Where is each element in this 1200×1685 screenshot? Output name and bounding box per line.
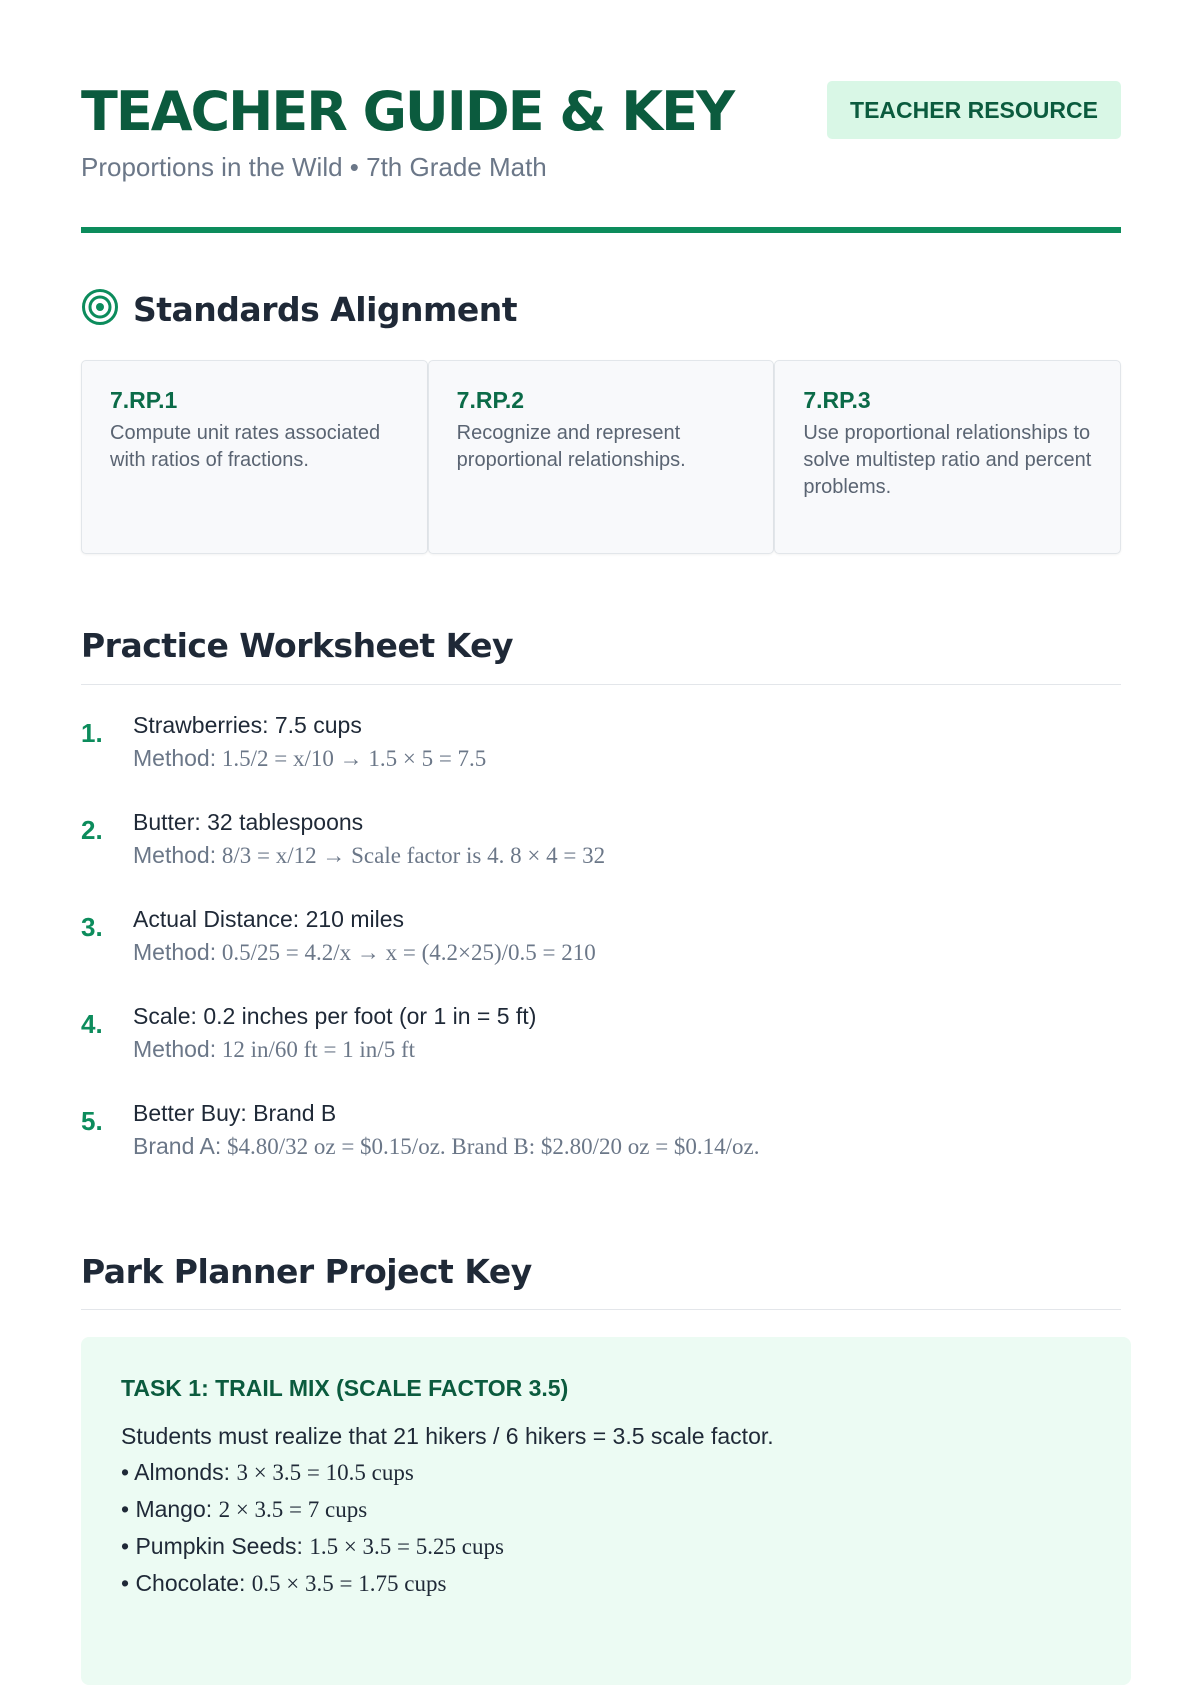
page-subtitle: Proportions in the Wild • 7th Grade Math <box>81 152 547 182</box>
task-intro: Students must realize that 21 hikers / 6 hikers = 3.5 scale factor. <box>121 1423 774 1449</box>
item-label: • Almonds: <box>121 1459 231 1485</box>
header-divider <box>81 227 1121 233</box>
item-label: • Chocolate: <box>121 1570 246 1596</box>
method-math: $4.80/32 oz = $0.15/oz. Brand B: $2.80/20 oz = $0.14/oz. <box>226 1134 760 1159</box>
task-list-item <box>121 1491 1101 1528</box>
project-key-heading: Park Planner Project Key <box>81 1252 532 1291</box>
standard-code: 7.RP.2 <box>456 387 525 413</box>
standards-heading <box>81 288 517 331</box>
standards-cards <box>81 360 1121 554</box>
answer-method <box>133 740 1121 777</box>
answer-number: 2. <box>81 815 103 845</box>
answer-text: Butter: 32 tablespoons <box>133 809 364 835</box>
task-title: TASK 1: TRAIL MIX (SCALE FACTOR 3.5) <box>121 1375 569 1401</box>
answer-text: Strawberries: 7.5 cups <box>133 712 362 738</box>
task-list-item <box>121 1565 1101 1602</box>
worksheet-key-heading: Practice Worksheet Key <box>81 626 513 665</box>
item-math: 3 × 3.5 = 10.5 cups <box>236 1460 414 1485</box>
method-math: 12 in/60 ft = 1 in/5 ft <box>221 1037 415 1062</box>
answer-text: Actual Distance: 210 miles <box>133 906 405 932</box>
answer-item <box>81 807 1121 904</box>
standard-description: Recognize and represent proportional relationships. <box>456 422 686 471</box>
answer-method <box>133 1128 1121 1165</box>
answer-method <box>133 837 1121 874</box>
standard-card <box>428 360 775 554</box>
task-list-item <box>121 1454 1101 1491</box>
item-label: • Mango: <box>121 1496 213 1522</box>
item-math: 1.5 × 3.5 = 5.25 cups <box>309 1534 504 1559</box>
method-math: 8/3 = x/12 → Scale factor is 4. 8 × 4 = 32 <box>221 843 606 868</box>
project-key-divider <box>81 1309 1121 1310</box>
answer-number: 4. <box>81 1009 103 1039</box>
method-label: Brand A: <box>133 1133 222 1159</box>
answer-list <box>81 710 1121 1195</box>
teacher-guide-page <box>81 0 1121 1596</box>
page-header <box>81 0 1121 234</box>
project-task-box <box>81 1337 1131 1685</box>
standard-card <box>774 360 1121 554</box>
answer-item <box>81 710 1121 807</box>
answer-method <box>133 934 1121 971</box>
page-title: TEACHER GUIDE & KEY <box>81 80 734 143</box>
worksheet-key-divider <box>81 684 1121 685</box>
standard-code: 7.RP.3 <box>803 387 871 413</box>
standards-title: Standards Alignment <box>133 290 518 329</box>
answer-text: Better Buy: Brand B <box>133 1100 337 1126</box>
task-list-item <box>121 1528 1101 1565</box>
target-icon <box>81 288 119 331</box>
standard-code: 7.RP.1 <box>110 387 178 413</box>
answer-item <box>81 1001 1121 1098</box>
answer-text: Scale: 0.2 inches per foot (or 1 in = 5 ft) <box>133 1003 537 1029</box>
method-label: Method: <box>133 842 217 868</box>
answer-number: 1. <box>81 718 103 748</box>
item-label: • Pumpkin Seeds: <box>121 1533 303 1559</box>
item-math: 0.5 × 3.5 = 1.75 cups <box>251 1571 447 1596</box>
answer-number: 5. <box>81 1106 103 1136</box>
item-math: 2 × 3.5 = 7 cups <box>218 1497 368 1522</box>
method-label: Method: <box>133 1036 217 1062</box>
answer-method <box>133 1031 1121 1068</box>
answer-item <box>81 904 1121 1001</box>
standard-card <box>81 360 428 554</box>
method-math: 1.5/2 = x/10 → 1.5 × 5 = 7.5 <box>221 746 487 771</box>
teacher-resource-badge: TEACHER RESOURCE <box>827 81 1121 139</box>
answer-number: 3. <box>81 912 103 942</box>
standard-description: Use proportional relationships to solve multistep ratio and percent problems. <box>803 422 1092 498</box>
answer-item <box>81 1098 1121 1195</box>
method-label: Method: <box>133 745 217 771</box>
standard-description: Compute unit rates associated with ratios of fractions. <box>110 422 381 471</box>
method-label: Method: <box>133 939 217 965</box>
method-math: 0.5/25 = 4.2/x → x = (4.2×25)/0.5 = 210 <box>221 940 596 965</box>
